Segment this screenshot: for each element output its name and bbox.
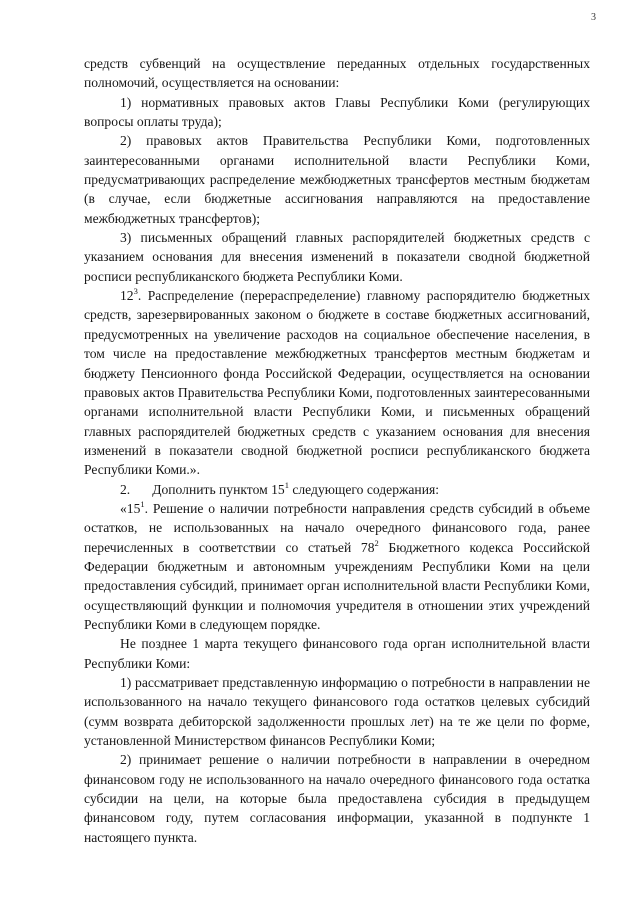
paragraph-subitem-2: 2) принимает решение о наличии потребности в направлении в очередном финансовом году не использованного на начало очередного финансового года остатка субсидии на цели, на которые была предоставлена субсидия в предыдущем финансовом году, путем согласования информации, указанной в подпункте 1 настоящего пункта.	[84, 752, 590, 845]
paragraph-15-1	[84, 499, 590, 634]
clause-text: . Распределение (перераспределение) главному распорядителю бюджетных средств, зарезервированных законом о бюджете в составе бюджетных ассигнований, предусмотренных на увеличение расходов на социальное обеспечение населения, в том числе на предоставление межбюджетных трансфертов местным бюджетам и бюджету Пенсионного фонда Российской Федерации, осуществляется на основании правовых актов Правительства Республики Коми, подготовленных заинтересованными органами исполнительной власти Республики Коми, и письменных обращений главных распорядителей бюджетных средств с указанием основания для внесения изменений в показатели сводной бюджетной росписи республиканского бюджета Республики Коми.».	[84, 288, 590, 478]
paragraph-deadline: Не позднее 1 марта текущего финансового года орган исполнительной власти Республики Коми:	[84, 636, 590, 671]
amendment-text-end: следующего содержания:	[288, 481, 440, 497]
clause-text-end: Бюджетного кодекса Российской Федерации бюджетным и автономным учреждениям Республики Коми на цели предоставления субсидий, принимает орган исполнительной власти Республики Коми, осуществляющий функции и полномочия учредителя в отношении этих учреждений Республики Коми в следующем порядке.	[84, 539, 590, 632]
paragraph-item-1: 1) нормативных правовых актов Главы Республики Коми (регулирующих вопросы оплаты труда);	[84, 94, 590, 130]
clause-number: 12	[120, 288, 134, 304]
amendment-number: 2.	[120, 481, 131, 497]
paragraph-continuation: средств субвенций на осуществление переданных отдельных государственных полномочий, осуществляется на основании:	[84, 56, 590, 91]
clause-number: «15	[120, 500, 141, 516]
paragraph-item-2: 2) правовых актов Правительства Республики Коми, подготовленных заинтересованными органами исполнительной власти Республики Коми, предусматривающих распределение межбюджетных трансфертов местным бюджетам (в случае, если бюджетные ассигнования направляются на предоставление межбюджетных трансфертов);	[84, 133, 590, 226]
article-superscript: 2	[374, 537, 379, 548]
amendment-superscript: 1	[284, 479, 289, 490]
paragraph-subitem-1: 1) рассматривает представленную информацию о потребности в направлении не использованного на начало текущего финансового года остатков целевых субсидий (сумм возврата дебиторской задолженности прошлых лет) на те же цели по форме, установленной Министерством финансов Республики Коми;	[84, 675, 590, 749]
paragraph-12-3	[84, 286, 590, 479]
amendment-text-start: Дополнить пунктом 15	[152, 481, 285, 497]
document-body	[84, 54, 590, 847]
paragraph-item-3: 3) письменных обращений главных распорядителей бюджетных средств с указанием основания для внесения изменений в показатели сводной бюджетной росписи республиканского бюджета Республики Коми.	[84, 230, 590, 284]
clause-text-start: . Решение о наличии потребности направления средств субсидий в объеме остатков, не использованных на начало очередного финансового года, ранее перечисленных в соответствии со статьей 78	[84, 500, 590, 555]
paragraph-amendment-2	[84, 480, 590, 499]
page-number: 3	[591, 12, 596, 23]
clause-superscript: 1	[140, 498, 145, 509]
clause-superscript: 3	[133, 286, 138, 297]
